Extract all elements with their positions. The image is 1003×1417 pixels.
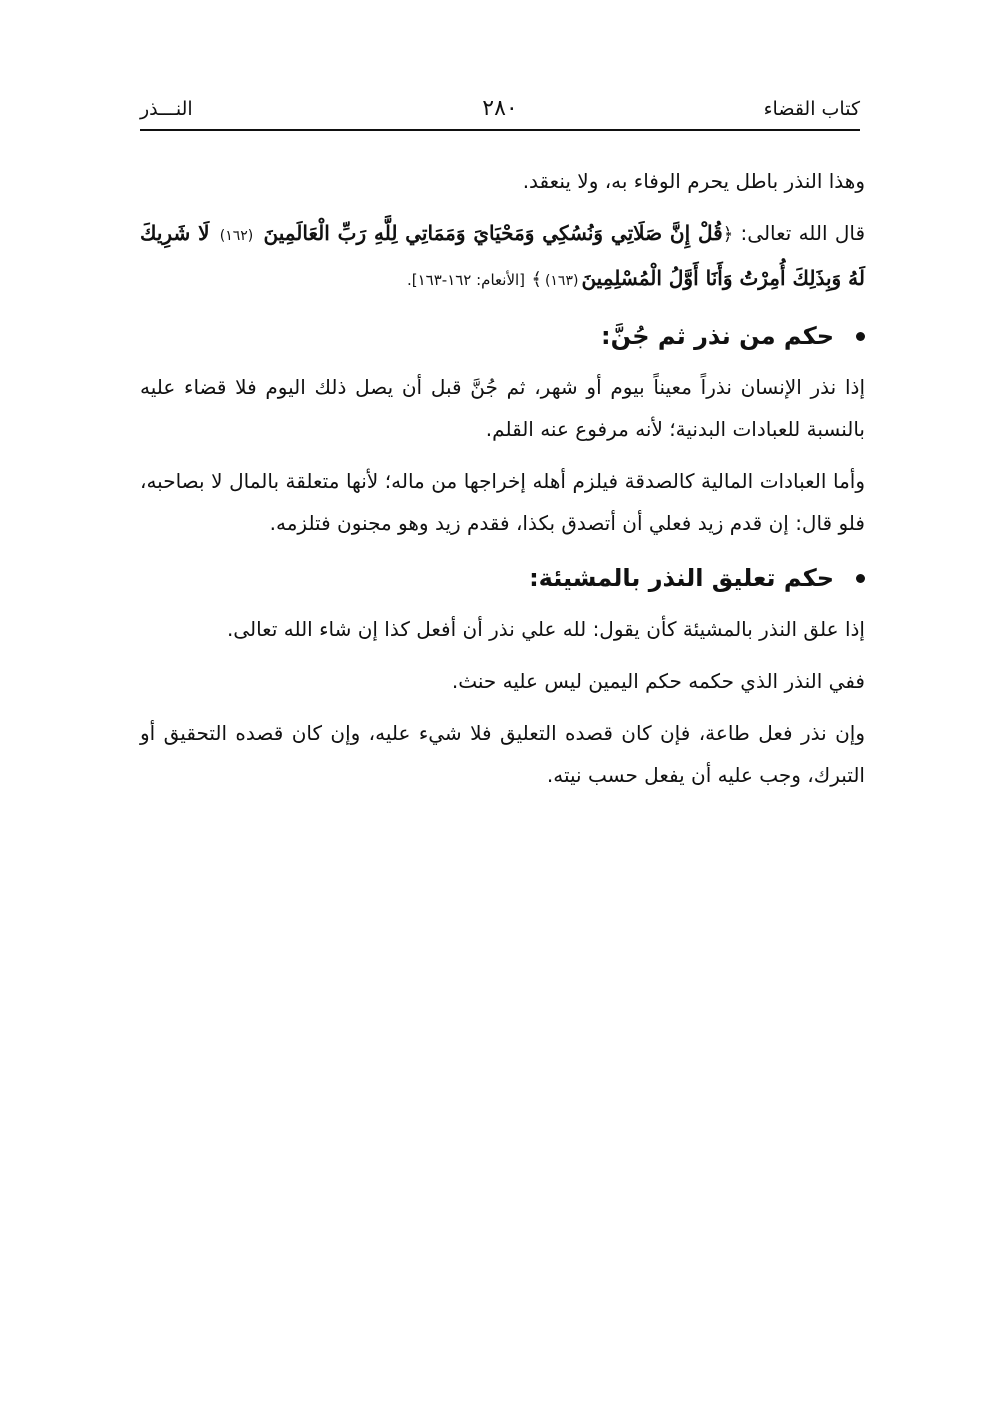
page-body — [140, 160, 865, 806]
book-title: كتاب القضاء — [763, 98, 860, 120]
heading-text: حكم من نذر ثم جُنَّ: — [601, 322, 834, 350]
chapter-title: النـــذر — [140, 98, 193, 120]
ayah-number: (١٦٣) — [544, 273, 579, 289]
paragraph: وأما العبادات المالية كالصدقة فيلزم أهله إخراجها من ماله؛ لأنها متعلقة بالمال لا بصاحبه، فلو قال: إن قدم زيد فعلي أن أتصدق بكذا، فقدم زيد وهو مجنون فتلزمه. — [140, 469, 865, 535]
paragraph: إذا علق النذر بالمشيئة كأن يقول: لله علي نذر أن أفعل كذا إن شاء الله تعالى. — [226, 617, 865, 641]
section-heading — [140, 312, 865, 360]
section-heading — [140, 554, 865, 602]
quran-reference: [الأنعام: ١٦٢-١٦٣]. — [406, 271, 526, 289]
paragraph: وهذا النذر باطل يحرم الوفاء به، ولا ينعقد. — [522, 169, 865, 193]
paragraph: إذا نذر الإنسان نذراً معيناً بيوم أو شهر، ثم جُنَّ قبل أن يصل ذلك اليوم فلا قضاء عليه بالنسبة للعبادات البدنية؛ لأنه مرفوع عنه القلم. — [140, 375, 865, 441]
ayah-number: (١٦٢) — [219, 228, 254, 244]
quote-intro: قال الله تعالى: — [740, 221, 866, 245]
bullet-icon — [856, 332, 865, 341]
running-header — [140, 98, 860, 128]
quran-text-1: قُلْ إِنَّ صَلَاتِي وَنُسُكِي وَمَحْيَايَ وَمَمَاتِي لِلَّهِ رَبِّ الْعَالَمِينَ — [263, 221, 723, 245]
paragraph: وإن نذر فعل طاعة، فإن كان قصده التعليق فلا شيء عليه، وإن كان قصده التحقيق أو التبرك، وجب عليه أن يفعل حسب نيته. — [140, 721, 865, 787]
paragraph: ففي النذر الذي حكمه حكم اليمين ليس عليه حنث. — [451, 669, 865, 693]
quran-text-2: لَا شَرِيكَ لَهُ وَبِذَلِكَ أُمِرْتُ وَأَنَا أَوَّلُ الْمُسْلِمِينَ — [140, 221, 865, 290]
bullet-icon — [856, 574, 865, 583]
header-rule — [140, 129, 860, 131]
ornament-open: ﴿ — [722, 224, 734, 245]
quran-quote — [140, 212, 865, 302]
heading-text: حكم تعليق النذر بالمشيئة: — [529, 564, 834, 592]
page-number: ٢٨٠ — [482, 96, 518, 121]
ornament-close: ﴾ — [531, 269, 542, 290]
